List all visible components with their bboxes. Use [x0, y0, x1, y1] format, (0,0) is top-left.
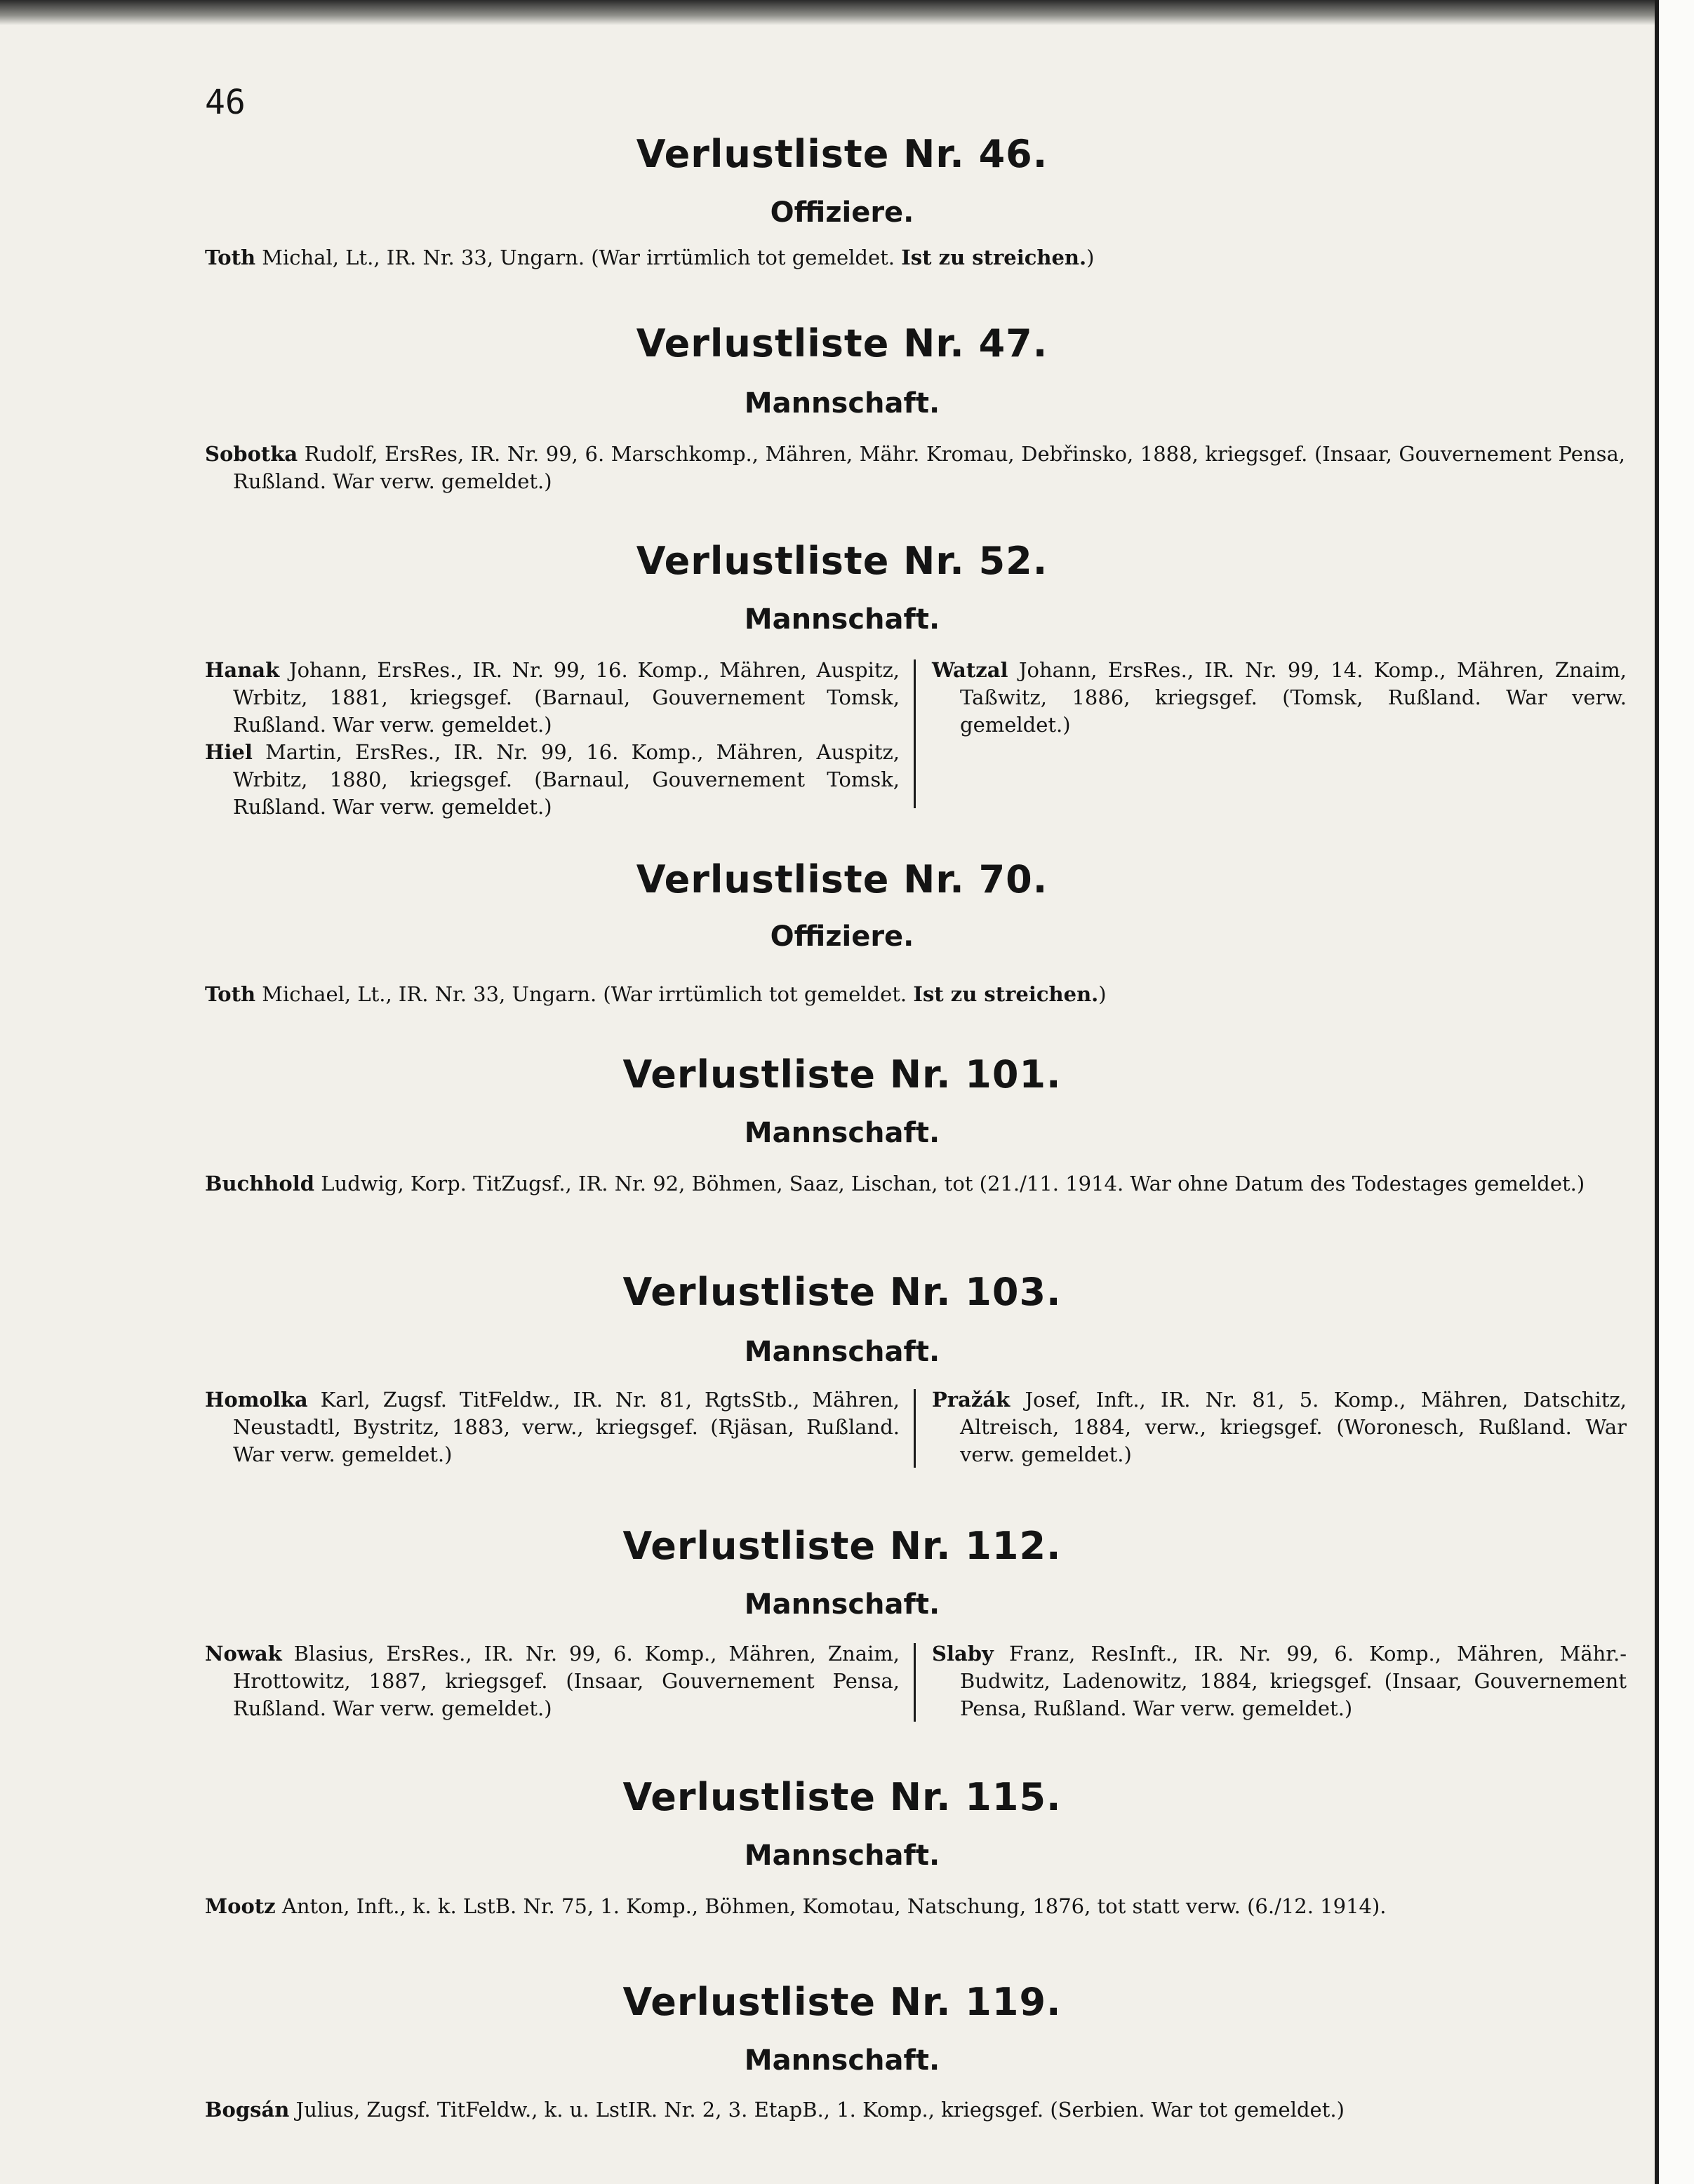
section-subtitle: Offiziere.	[770, 920, 914, 953]
entry	[205, 1170, 1625, 1198]
entry-text: Julius, Zugsf. TitFeldw., k. u. LstIR. Nr. 2, 3. EtapB., 1. Komp., kriegsgef. (Serbien. War tot gemeldet.)	[289, 2098, 1345, 2122]
entry	[205, 441, 1625, 495]
entry-name: Pražák	[932, 1388, 1011, 1412]
entry-text: Franz, ResInft., IR. Nr. 99, 6. Komp., Mähren, Mähr.-Budwitz, Ladenowitz, 1884, kriegsgef. (Insaar, Gouvernement Pensa, Rußland. War verw. gemeldet.)	[960, 1642, 1627, 1720]
section-title: Verlustliste Nr. 70.	[636, 857, 1048, 902]
section-subtitle: Mannschaft.	[744, 1117, 940, 1149]
column-divider	[914, 1643, 916, 1722]
entry-text: Michal, Lt., IR. Nr. 33, Ungarn. (War irrtümlich tot gemeldet.	[255, 246, 902, 269]
entry-tail: )	[1098, 982, 1107, 1006]
section-subtitle: Offiziere.	[770, 196, 914, 229]
section-subtitle: Mannschaft.	[744, 1336, 940, 1368]
entry-text: Johann, ErsRes., IR. Nr. 99, 16. Komp., Mähren, Auspitz, Wrbitz, 1881, kriegsgef. (Barnaul, Gouvernement Tomsk, Rußland. War verw. gemeldet.)	[233, 658, 900, 737]
section-subtitle: Mannschaft.	[744, 1588, 940, 1621]
section-title: Verlustliste Nr. 112.	[622, 1524, 1062, 1568]
section-subtitle: Mannschaft.	[744, 2044, 940, 2077]
page-number: 46	[205, 83, 246, 122]
entry-name: Homolka	[205, 1388, 308, 1412]
scan-right-margin	[1659, 0, 1694, 2184]
entry-name: Slaby	[932, 1642, 994, 1666]
column-right	[932, 1386, 1627, 1468]
section-title: Verlustliste Nr. 101.	[622, 1052, 1062, 1097]
column-divider	[914, 1389, 916, 1468]
entry-name: Bogsán	[205, 2098, 290, 2122]
section-title: Verlustliste Nr. 46.	[636, 132, 1048, 176]
entry-text: Blasius, ErsRes., IR. Nr. 99, 6. Komp., Mähren, Znaim, Hrottowitz, 1887, kriegsgef. (Insaar, Gouvernement Pensa, Rußland. War verw. gemeldet.)	[233, 1642, 900, 1720]
entry-emphasis: Ist zu streichen.	[913, 982, 1099, 1006]
entry-text: Michael, Lt., IR. Nr. 33, Ungarn. (War irrtümlich tot gemeldet.	[255, 982, 914, 1006]
section-subtitle: Mannschaft.	[744, 1840, 940, 1872]
entry-text: Rudolf, ErsRes, IR. Nr. 99, 6. Marschkomp., Mähren, Mähr. Kromau, Debřinsko, 1888, kriegsgef. (Insaar, Gouvernement Pensa, Rußland. War verw. gemeldet.)	[233, 442, 1625, 493]
entry-name: Watzal	[932, 658, 1008, 682]
entry-name: Mootz	[205, 1894, 276, 1918]
column-left	[205, 1640, 900, 1722]
section-title: Verlustliste Nr. 103.	[622, 1270, 1062, 1314]
column-right	[932, 657, 1627, 739]
entry-text: Martin, ErsRes., IR. Nr. 99, 16. Komp., Mähren, Auspitz, Wrbitz, 1880, kriegsgef. (Barnaul, Gouvernement Tomsk, Rußland. War verw. gemeldet.)	[233, 740, 900, 819]
entry-name: Toth	[205, 982, 256, 1006]
section-subtitle: Mannschaft.	[744, 387, 940, 420]
entry-text: Ludwig, Korp. TitZugsf., IR. Nr. 92, Böhmen, Saaz, Lischan, tot (21./11. 1914. War ohne Datum des Todestages gemeldet.)	[314, 1172, 1585, 1195]
entry-tail: )	[1086, 246, 1095, 269]
entry-name: Nowak	[205, 1642, 282, 1666]
scan-top-edge	[0, 0, 1694, 25]
entry	[205, 244, 1625, 272]
entry-name: Hiel	[205, 740, 253, 764]
entry	[205, 1893, 1625, 1920]
section-title: Verlustliste Nr. 115.	[622, 1775, 1062, 1819]
entry-name: Buchhold	[205, 1172, 315, 1195]
entry-name: Hanak	[205, 658, 280, 682]
entry	[205, 981, 1625, 1008]
entry-text: Anton, Inft., k. k. LstB. Nr. 75, 1. Komp., Böhmen, Komotau, Natschung, 1876, tot statt verw. (6./12. 1914).	[275, 1894, 1387, 1918]
entry	[205, 2096, 1625, 2124]
column-divider	[914, 659, 916, 808]
column-right	[932, 1640, 1627, 1722]
section-title: Verlustliste Nr. 119.	[622, 1980, 1062, 2024]
section-title: Verlustliste Nr. 47.	[636, 321, 1048, 366]
entry-text: Karl, Zugsf. TitFeldw., IR. Nr. 81, RgtsStb., Mähren, Neustadtl, Bystritz, 1883, verw., kriegsgef. (Rjäsan, Rußland. War verw. gemeldet.)	[233, 1388, 900, 1466]
entry-name: Sobotka	[205, 442, 298, 466]
column-left	[205, 1386, 900, 1468]
section-subtitle: Mannschaft.	[744, 603, 940, 636]
entry-emphasis: Ist zu streichen.	[901, 246, 1087, 269]
section-title: Verlustliste Nr. 52.	[636, 539, 1048, 583]
entry-name: Toth	[205, 246, 256, 269]
entry-text: Johann, ErsRes., IR. Nr. 99, 14. Komp., Mähren, Znaim, Taßwitz, 1886, kriegsgef. (Tomsk, Rußland. War verw. gemeldet.)	[960, 658, 1627, 737]
entry-text: Josef, Inft., IR. Nr. 81, 5. Komp., Mähren, Datschitz, Altreisch, 1884, verw., kriegsgef. (Woronesch, Rußland. War verw. gemeldet.)	[960, 1388, 1627, 1466]
column-left	[205, 657, 900, 821]
